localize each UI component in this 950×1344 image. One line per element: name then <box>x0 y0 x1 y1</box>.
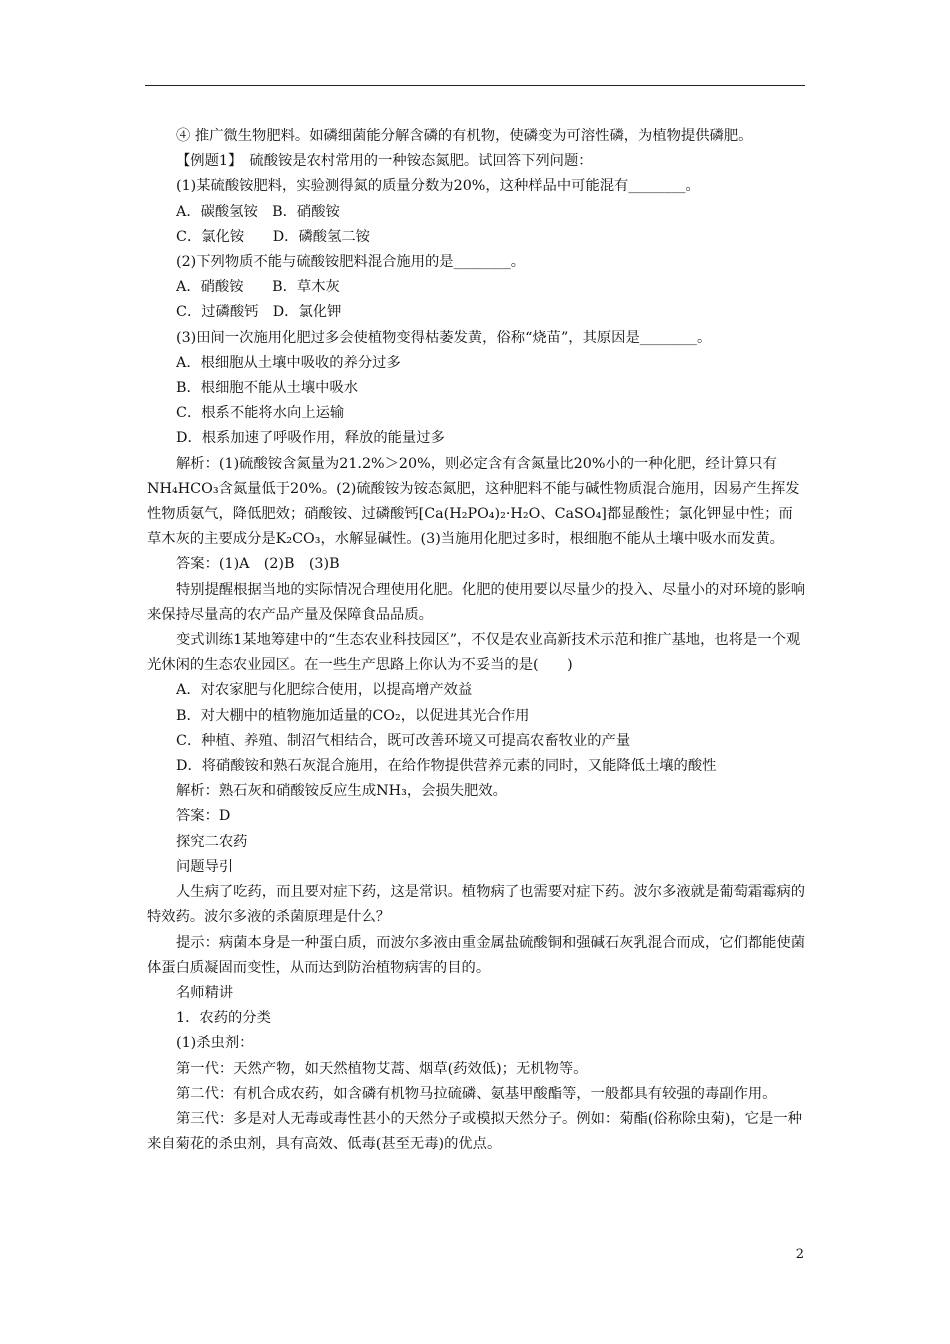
subsection-heading: 名师精讲 <box>176 984 234 1001</box>
question-3: (3)田间一次施用化肥过多会使植物变得枯萎发黄，俗称“烧苗”，其原因是________。 <box>176 329 712 346</box>
question-1: (1)某硫酸铵肥料，实验测得氮的质量分数为20%，这种样品中可能混有________。 <box>176 178 700 195</box>
reminder-paragraph: 特别提醒根据当地的实际情况合理使用化肥。化肥的使用要以尽量少的投入、尽量小的对环境的影响来保持尽量高的农产品产量及保障食品品质。 <box>147 581 806 623</box>
paragraph: 第三代：多是对人无毒或毒性甚小的天然分子或模拟天然分子。例如：菊酯(俗称除虫菊)，它是一种来自菊花的杀虫剂，具有高效、低毒(甚至无毒)的优点。 <box>147 1110 802 1153</box>
answer-line: 答案：D <box>176 808 231 825</box>
option-line: C．种植、养殖、制沼气相结合，既可改善环境又可提高农畜牧业的产量 <box>176 732 631 749</box>
option-line: A．对农家肥与化肥综合使用，以提高增产效益 <box>176 682 473 699</box>
paragraph: ④ 推广微生物肥料。如磷细菌能分解含磷的有机物，使磷变为可溶性磷，为植物提供磷肥。 <box>176 128 753 144</box>
analysis-paragraph: 解析：熟石灰和硝酸铵反应生成NH₃，会损失肥效。 <box>176 783 507 800</box>
paragraph: 第一代：天然产物，如天然植物艾蒿、烟草(药效低)；无机物等。 <box>176 1060 588 1077</box>
paragraph: 第二代：有机合成农药，如含磷有机物马拉硫磷、氨基甲酸酯等，一般都具有较强的毒副作用。 <box>176 1085 777 1102</box>
hint-paragraph: 提示：病菌本身是一种蛋白质，而波尔多液由重金属盐硫酸铜和强碱石灰乳混合而成，它们都能使菌体蛋白质凝固而变性，从而达到防治植物病害的目的。 <box>147 934 806 976</box>
answer-line: 答案：(1)A (2)B (3)B <box>176 556 340 573</box>
option-line: B．根细胞不能从土壤中吸水 <box>176 380 359 397</box>
page-number: 2 <box>795 1247 804 1262</box>
analysis-paragraph: 解析：(1)硫酸铵含氮量为21.2%＞20%，则必定含有含氮量比20%小的一种化肥，经计算只有NH₄HCO₃含氮量低于20%。(2)硫酸铵为铵态氮肥，这种肥料不能与碱性物质混合施用，因易产生挥发性物质氨气，降低肥效；硝酸铵、过磷酸钙[Ca(H₂PO₄)₂·H₂O、CaSO₄]都显酸性；氯化钾显中性；而草木灰的主要成分是K₂CO₃，水解显碱性。(3)当施用化肥过多时，根细胞不能从土壤中吸水而发黄。 <box>147 455 800 548</box>
variant-training: 变式训练1某地筹建中的“生态农业科技园区”，不仅是农业高新技术示范和推广基地，也将是一个观光休闲的生态农业园区。在一些生产思路上你认为不妥当的是( ) <box>147 632 801 674</box>
option-line: A．根细胞从土壤中吸收的养分过多 <box>176 354 401 371</box>
option-line: D．将硝酸铵和熟石灰混合施用，在给作物提供营养元素的同时，又能降低土壤的酸性 <box>176 758 717 775</box>
section-heading: 探究二农药 <box>176 833 248 850</box>
option-line: A．碳酸氢铵 B．硝酸铵 <box>176 203 340 220</box>
option-line: D．根系加速了呼吸作用，释放的能量过多 <box>176 430 445 447</box>
header-rule <box>145 85 805 86</box>
example-title: 【例题1】 硫酸铵是农村常用的一种铵态氮肥。试回答下列问题： <box>176 153 593 170</box>
question-2: (2)下列物质不能与硫酸铵肥料混合施用的是________。 <box>176 254 526 271</box>
option-line: B．对大棚中的植物施加适量的CO₂，以促进其光合作用 <box>176 707 530 724</box>
paragraph: 人生病了吃药，而且要对症下药，这是常识。植物病了也需要对症下药。波尔多液就是葡萄霜霉病的特效药。波尔多液的杀菌原理是什么？ <box>147 884 806 926</box>
subsection-heading: 问题导引 <box>176 858 234 875</box>
option-line: C．根系不能将水向上运输 <box>176 405 345 422</box>
option-line: A．硝酸铵 B．草木灰 <box>176 279 340 296</box>
list-subheading: (1)杀虫剂： <box>176 1035 254 1052</box>
list-heading: 1．农药的分类 <box>176 1010 271 1027</box>
option-line: C．过磷酸钙 D．氯化钾 <box>176 304 342 321</box>
document-body <box>147 124 807 1157</box>
option-line: C．氯化铵 D．磷酸氢二铵 <box>176 228 370 245</box>
